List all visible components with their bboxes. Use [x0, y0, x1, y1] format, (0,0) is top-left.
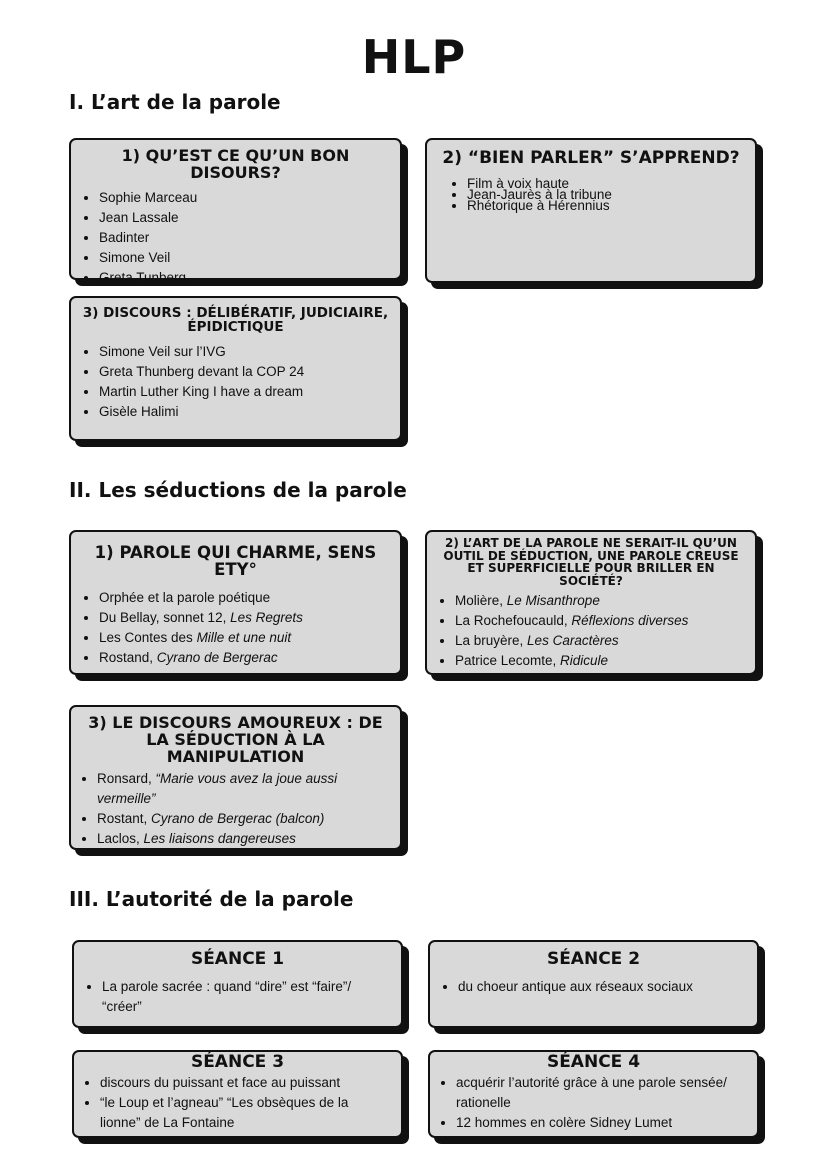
list-item: • Martin Luther King I have a dream	[99, 382, 390, 402]
section-title-3: III. L’autorité de la parole	[69, 887, 354, 911]
list-item: • Molière, Le Misanthrope	[455, 591, 745, 611]
card-list	[437, 591, 745, 671]
list-item: • La parole sacrée : quand “dire” est “faire”/ “créer”	[102, 977, 391, 1017]
card-types-discours	[69, 296, 402, 441]
list-item: • Laclos, Les liaisons dangereuses	[97, 829, 390, 849]
list-item: • discours du puissant et face au puissant	[100, 1073, 391, 1093]
list-item: • Gisèle Halimi	[99, 402, 390, 422]
card-list	[440, 977, 747, 997]
list-item: • Rostant, Cyrano de Bergerac (balcon)	[97, 809, 390, 829]
list-item: • Badinter	[99, 228, 390, 248]
list-item: • Patrice Lecomte, Ridicule	[455, 651, 745, 671]
card-title: SÉANCE 1	[190, 949, 285, 969]
card-bien-parler	[425, 138, 757, 283]
list-item: • Film à voix haute	[467, 178, 745, 189]
card-title: 3) LE DISCOURS AMOUREUX : DE LA SÉDUCTION À LA MANIPULATION	[88, 713, 383, 766]
card-list	[81, 188, 390, 288]
list-item: • La bruyère, Les Caractères	[455, 631, 745, 651]
list-item: • Jean Lassale	[99, 208, 390, 228]
card-title: SÉANCE 2	[546, 949, 641, 969]
card-title: 1) QU’EST CE QU’UN BON DISOURS?	[121, 146, 350, 182]
card-seance-1	[72, 940, 403, 1028]
card-bon-discours	[69, 138, 402, 285]
card-list	[84, 1073, 391, 1133]
list-item: • Greta Tunberg	[99, 268, 390, 288]
list-item: • Greta Thunberg devant la COP 24	[99, 362, 390, 382]
card-list	[81, 769, 390, 849]
list-item: • Simone Veil sur l’IVG	[99, 342, 390, 362]
card-title: 2) L’ART DE LA PAROLE NE SERAIT-IL QU’UN OUTIL DE SÉDUCTION, UNE PAROLE CREUSE ET SUPERFICIELLE POUR BRILLER EN SOCIÉTÉ?	[443, 536, 739, 588]
list-item: • “le Loup et l’agneau” “Les obsèques de la lionne” de La Fontaine	[100, 1093, 391, 1133]
card-parole-charme	[69, 530, 402, 675]
list-item: • Jean-Jaurès à la tribune	[467, 189, 745, 200]
card-list	[440, 1073, 747, 1133]
card-outil-seduction	[425, 530, 757, 675]
section-title-2: II. Les séductions de la parole	[69, 478, 407, 502]
card-title: 1) PAROLE QUI CHARME, SENS ETY°	[94, 543, 377, 580]
list-item: • Rhétorique à Hérennius	[467, 200, 745, 211]
card-title: SÉANCE 3	[190, 1052, 285, 1072]
card-title: 3) DISCOURS : DÉLIBÉRATIF, JUDICIAIRE, ÉPIDICTIQUE	[82, 305, 389, 336]
page-title: HLP	[361, 30, 467, 84]
card-list	[81, 588, 390, 668]
list-item: • Ronsard, “Marie vous avez la joue aussi vermeille”	[97, 769, 390, 809]
list-item: • Rostand, Cyrano de Bergerac	[99, 648, 390, 668]
list-item: • Du Bellay, sonnet 12, Les Regrets	[99, 608, 390, 628]
card-list	[437, 175, 745, 213]
card-seance-3	[72, 1050, 403, 1138]
list-item: • Sophie Marceau	[99, 188, 390, 208]
section-title-1: I. L’art de la parole	[69, 90, 281, 114]
card-seance-4	[428, 1050, 759, 1138]
card-title: SÉANCE 4	[546, 1052, 641, 1072]
list-item: • 12 hommes en colère Sidney Lumet	[456, 1113, 747, 1133]
list-item: • La Rochefoucauld, Réflexions diverses	[455, 611, 745, 631]
list-item: • acquérir l’autorité grâce à une parole sensée/ rationelle	[456, 1073, 747, 1113]
list-item: • Simone Veil	[99, 248, 390, 268]
card-seance-2	[428, 940, 759, 1028]
card-list	[81, 342, 390, 422]
card-discours-amoureux	[69, 705, 402, 850]
list-item: • Les Contes des Mille et une nuit	[99, 628, 390, 648]
card-list	[84, 977, 391, 1017]
list-item: • du choeur antique aux réseaux sociaux	[458, 977, 747, 997]
card-title: 2) “BIEN PARLER” S’APPREND?	[442, 148, 740, 168]
list-item: • Orphée et la parole poétique	[99, 588, 390, 608]
